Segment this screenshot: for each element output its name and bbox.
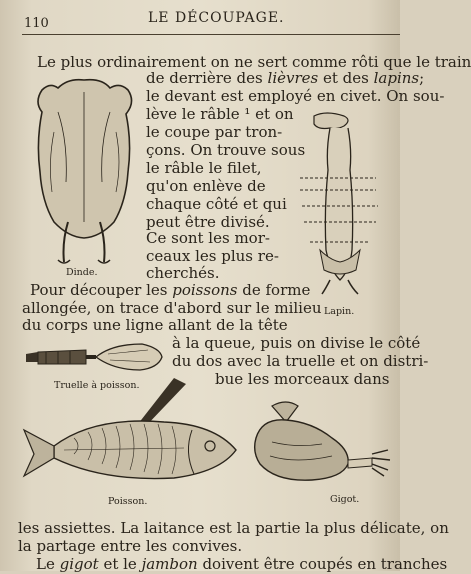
caption-fish: Poisson. [108,496,148,507]
leg-of-lamb-illustration [252,398,392,494]
text-line-14: Pour découper les poissons de forme [30,281,311,299]
text-line-6: çons. On trouve sous [146,141,306,159]
rabbit-illustration [300,110,382,300]
text-line-8: qu'on enlève de [146,177,266,195]
text-line-19: bue les morceaux dans [215,370,390,388]
text-line-11: Ce sont les mor- [146,229,270,247]
text-line-13: cherchés. [146,264,220,282]
caption-rabbit: Lapin. [324,306,355,317]
text-line-20: les assiettes. La laitance est la partie la plus délicate, on [18,519,449,537]
caption-turkey: Dinde. [66,267,98,278]
text-line-7: le râble le filet, [146,159,262,177]
text-line-3: le devant est employé en civet. On sou- [146,87,445,105]
turkey-illustration [28,72,140,267]
page-header [0,0,400,40]
text-line-21: la partage entre les convives. [18,537,243,555]
text-line-18: du dos avec la truelle et on distri- [172,352,429,370]
text-line-2: de derrière des lièvres et des lapins; [146,69,425,87]
running-title: LE DÉCOUPAGE. [148,10,285,26]
text-line-9: chaque côté et qui [146,195,287,213]
text-line-4: lève le râble ¹ et on [146,105,294,123]
text-line-5: le coupe par tron- [146,123,283,141]
text-line-17: à la queue, puis on divise le côté [172,334,421,352]
fish-trowel-illustration [26,340,166,376]
caption-leg-of-lamb: Gigot. [330,494,360,505]
text-line-1: Le plus ordinairement on ne sert comme rôti que le train [37,53,471,71]
text-line-15: allongée, on trace d'abord sur le milieu [22,299,322,317]
header-rule [22,34,400,35]
text-line-22: Le gigot et le jambon doivent être coupés en tranches [36,555,448,573]
text-line-12: ceaux les plus re- [146,247,279,265]
caption-trowel: Truelle à poisson. [54,380,140,391]
text-line-16: du corps une ligne allant de la tête [22,316,288,334]
page-number: 110 [24,16,49,31]
fish-illustration [24,376,242,488]
text-line-10: peut être divisé. [146,213,270,231]
